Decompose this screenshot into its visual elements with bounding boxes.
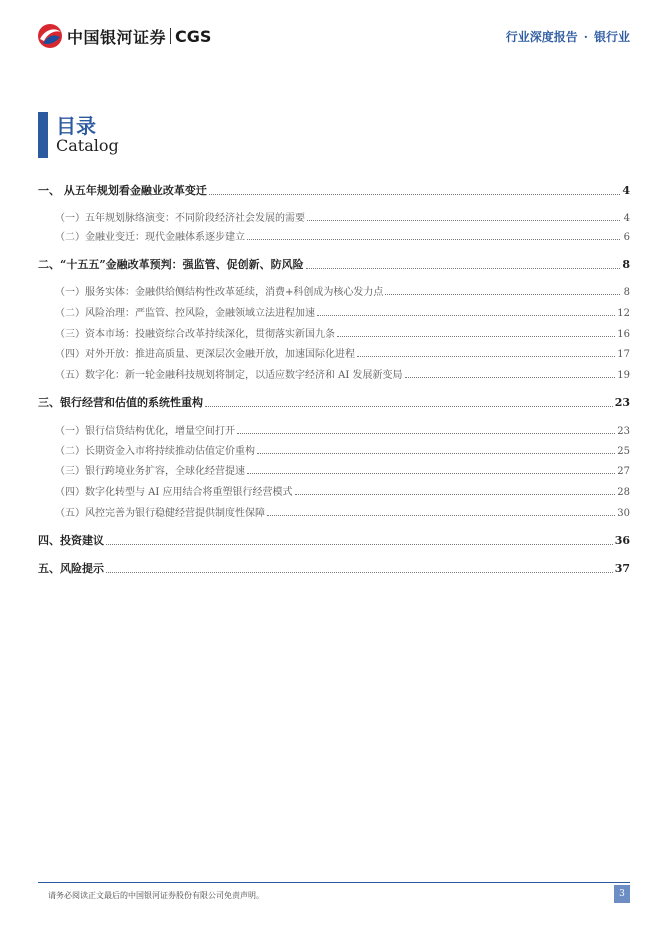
logo-divider xyxy=(170,28,171,44)
toc-entry[interactable] xyxy=(38,228,630,243)
logo-text-cn: 中国银河证券 xyxy=(67,27,167,47)
toc-entry-label: 二、“十五五”金融改革预判：强监管、促创新、防风险 xyxy=(38,258,304,271)
toc-entry-label: 五、风险提示 xyxy=(38,562,104,575)
toc-entry[interactable] xyxy=(38,483,630,498)
toc-leader-dots xyxy=(237,433,615,434)
toc-leader-dots xyxy=(317,315,615,316)
toc-entry[interactable] xyxy=(38,462,630,477)
toc-leader-dots xyxy=(307,220,620,221)
toc-entry-label: （一）服务实体：金融供给侧结构性改革延续，消费+科创成为核心发力点 xyxy=(55,287,384,298)
toc-entry[interactable] xyxy=(38,209,630,224)
toc-entry-label: （五）数字化：新一轮金融科技规划将制定，以适应数字经济和 AI 发展新变局 xyxy=(55,370,403,381)
toc-entry-page: 19 xyxy=(617,370,630,381)
toc-entry[interactable] xyxy=(38,442,630,457)
toc-leader-dots xyxy=(106,572,613,573)
toc-leader-dots xyxy=(106,544,613,545)
report-category xyxy=(506,28,630,45)
footer-divider xyxy=(38,882,630,883)
toc-leader-dots xyxy=(205,406,613,407)
industry-name: 银行业 xyxy=(593,30,630,44)
toc-entry-page: 23 xyxy=(614,396,630,409)
toc-entry-page: 4 xyxy=(623,213,630,224)
toc-entry-label: （二）长期资金入市将持续推动估值定价重构 xyxy=(55,446,255,457)
toc-entry[interactable] xyxy=(38,304,630,319)
toc-entry-page: 37 xyxy=(614,562,630,575)
toc-entry-page: 4 xyxy=(622,184,630,197)
toc-entry[interactable] xyxy=(38,560,630,576)
toc-entry[interactable] xyxy=(38,283,630,298)
galaxy-logo-icon xyxy=(37,23,63,49)
toc-entry-page: 25 xyxy=(617,446,630,457)
toc-entry-page: 36 xyxy=(614,534,630,547)
toc-entry[interactable] xyxy=(38,422,630,437)
title-accent-bar xyxy=(38,112,48,158)
toc-leader-dots xyxy=(306,268,620,269)
toc-entry-page: 28 xyxy=(617,487,630,498)
toc-leader-dots xyxy=(209,194,620,195)
toc-entry[interactable] xyxy=(38,182,630,198)
toc-entry-label: （二）金融业变迁：现代金融体系逐步建立 xyxy=(55,232,245,243)
toc-entry-label: 四、投资建议 xyxy=(38,534,104,547)
title-en: Catalog xyxy=(56,136,119,155)
toc-leader-dots xyxy=(247,473,615,474)
toc-entry-label: （一）五年规划脉络演变：不同阶段经济社会发展的需要 xyxy=(55,213,305,224)
toc-leader-dots xyxy=(247,239,620,240)
toc-entry-page: 23 xyxy=(617,426,630,437)
toc-entry-label: （三）银行跨境业务扩容，全球化经营提速 xyxy=(55,466,245,477)
toc-entry[interactable] xyxy=(38,532,630,548)
toc-entry[interactable] xyxy=(38,325,630,340)
toc-entry-page: 17 xyxy=(617,349,630,360)
toc-entry-page: 30 xyxy=(617,508,630,519)
toc-entry[interactable] xyxy=(38,394,630,410)
logo-text-en: CGS xyxy=(175,26,212,46)
toc-entry-page: 8 xyxy=(623,287,630,298)
toc-entry[interactable] xyxy=(38,345,630,360)
cgs-logo xyxy=(37,22,211,50)
toc-leader-dots xyxy=(267,515,615,516)
toc-leader-dots xyxy=(295,494,616,495)
toc-leader-dots xyxy=(357,356,615,357)
toc-entry-page: 8 xyxy=(622,258,630,271)
toc-leader-dots xyxy=(385,294,620,295)
header-separator: · xyxy=(583,30,588,44)
toc-entry[interactable] xyxy=(38,366,630,381)
page-header xyxy=(0,0,662,60)
toc-entry-page: 27 xyxy=(617,466,630,477)
toc-entry-label: 三、银行经营和估值的系统性重构 xyxy=(38,396,203,409)
toc-leader-dots xyxy=(405,377,616,378)
toc-entry-label: （三）资本市场：投融资综合改革持续深化，贯彻落实新国九条 xyxy=(55,329,335,340)
toc-entry-label: （一）银行信贷结构优化，增量空间打开 xyxy=(55,426,235,437)
toc-entry-label: （四）对外开放：推进高质量、更深层次金融开放，加速国际化进程 xyxy=(55,349,355,360)
page-number: 3 xyxy=(614,885,630,903)
toc-leader-dots xyxy=(337,336,615,337)
report-type: 行业深度报告 xyxy=(505,30,578,44)
toc-entry-label: （五）风控完善为银行稳健经营提供制度性保障 xyxy=(55,508,265,519)
toc-entry-label: 一、 从五年规划看金融业改革变迁 xyxy=(38,184,207,197)
toc-entry-page: 16 xyxy=(617,329,630,340)
toc-entry[interactable] xyxy=(38,504,630,519)
footer-disclaimer: 请务必阅读正文最后的中国银河证券股份有限公司免责声明。 xyxy=(48,891,264,900)
toc-entry-page: 12 xyxy=(617,308,630,319)
toc-entry-label: （二）风险治理：严监管、控风险，金融领域立法进程加速 xyxy=(55,308,315,319)
toc-entry[interactable] xyxy=(38,256,630,272)
title-cn: 目录 xyxy=(56,114,96,138)
toc-entry-label: （四）数字化转型与 AI 应用结合将重塑银行经营模式 xyxy=(55,487,293,498)
toc-entry-page: 6 xyxy=(623,232,630,243)
toc-leader-dots xyxy=(257,453,615,454)
